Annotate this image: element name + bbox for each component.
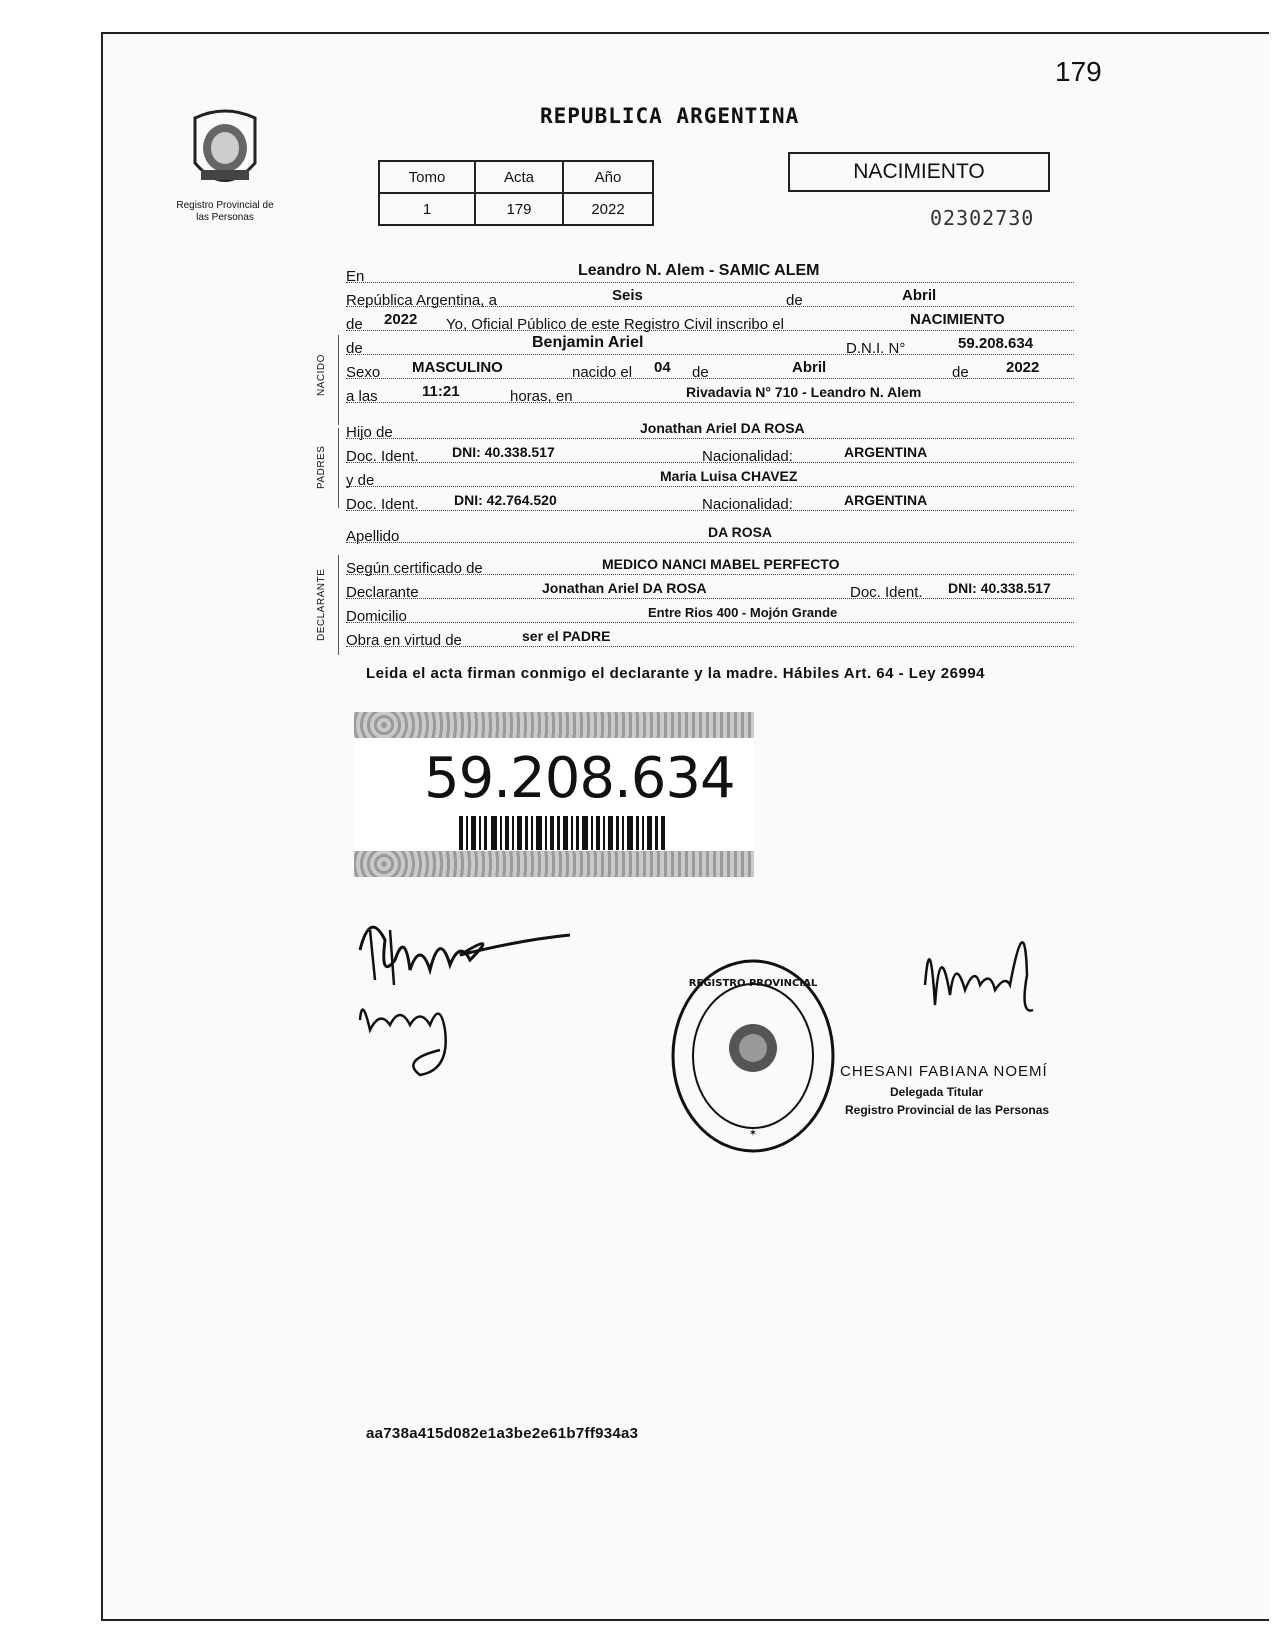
value-declarant: Jonathan Ariel DA ROSA	[542, 580, 707, 596]
row-certificate	[346, 554, 1074, 575]
value-birth-day: 04	[654, 359, 671, 376]
label-dni: D.N.I. N°	[846, 340, 906, 357]
label-y-de: y de	[346, 472, 375, 489]
value-birth-month: Abril	[792, 359, 827, 376]
value-address: Entre Rios 400 - Mojón Grande	[648, 605, 838, 620]
value-year: 2022	[384, 311, 418, 328]
value-father-doc: DNI: 40.338.517	[452, 444, 555, 460]
value-place: Leandro N. Alem - SAMIC ALEM	[578, 262, 820, 279]
label-nacionalidad: Nacionalidad:	[702, 496, 793, 513]
row-mother	[346, 466, 1074, 487]
act-kind-box: NACIMIENTO	[788, 152, 1050, 192]
value-mother-nat: ARGENTINA	[844, 492, 928, 508]
official-org: Registro Provincial de las Personas	[845, 1103, 1050, 1117]
label-doc-ident: Doc. Ident.	[346, 448, 419, 465]
row-address	[346, 602, 1074, 623]
svg-text:✶: ✶	[748, 1128, 758, 1139]
value-birth-place: Rivadavia N° 710 - Leandro N. Alem	[686, 384, 922, 400]
value-certificate: MEDICO NANCI MABEL PERFECTO	[602, 556, 840, 572]
value-father-nat: ARGENTINA	[844, 444, 928, 460]
sticker-band	[354, 851, 754, 877]
label-apellido: Apellido	[346, 528, 400, 545]
value-sex: MASCULINO	[412, 359, 503, 376]
label-sexo: Sexo	[346, 364, 381, 381]
label-obra: Obra en virtud de	[346, 632, 462, 649]
row-mother-doc	[346, 490, 1074, 511]
official-seal	[668, 956, 838, 1156]
barcode-icon	[459, 816, 669, 850]
document-title: REPUBLICA ARGENTINA	[540, 104, 800, 128]
label-horas-en: horas, en	[510, 388, 573, 405]
label-yo: Yo, Oficial Público de este Registro Civil inscribo el	[446, 316, 784, 333]
serial-number: 02302730	[930, 206, 1035, 230]
logo-caption: Registro Provincial de las Personas	[176, 200, 274, 223]
value-capacity: ser el PADRE	[522, 628, 611, 644]
value-birth-year: 2022	[1006, 359, 1040, 376]
value-child-name: Benjamin Ariel	[532, 334, 644, 351]
side-label-declarante: DECLARANTE	[316, 568, 327, 642]
row-declarant	[346, 578, 1074, 599]
declarant-signature	[350, 900, 580, 1100]
label-republica: República Argentina, a	[346, 292, 497, 309]
coat-of-arms-icon	[185, 108, 265, 198]
value-mother-name: Maria Luisa CHAVEZ	[660, 468, 798, 484]
value-father-name: Jonathan Ariel DA ROSA	[640, 420, 805, 436]
row-republica	[346, 286, 1074, 307]
header-ano: Año	[563, 161, 653, 193]
label-de: de	[346, 340, 363, 357]
divider	[338, 555, 339, 655]
label-de: de	[346, 316, 363, 333]
row-capacity	[346, 626, 1074, 647]
label-a-las: a las	[346, 388, 378, 405]
value-act-type: NACIMIENTO	[910, 311, 1005, 328]
side-label-padres: PADRES	[316, 445, 327, 489]
row-year	[346, 310, 1074, 331]
label-hijo-de: Hijo de	[346, 424, 393, 441]
label-nacido-el: nacido el	[572, 364, 633, 381]
closing-note: Leida el acta firman conmigo el declarante y la madre. Hábiles Art. 64 - Ley 26994	[366, 665, 986, 682]
registry-table	[378, 160, 654, 226]
row-surname	[346, 522, 1074, 543]
row-sex	[346, 358, 1074, 379]
label-de: de	[786, 292, 803, 309]
dni-sticker-number: 59.208.634	[424, 746, 735, 811]
side-label-nacido: NACIDO	[316, 354, 327, 396]
header-tomo: Tomo	[379, 161, 475, 193]
official-role: Delegada Titular	[890, 1085, 984, 1099]
header-acta: Acta	[475, 161, 563, 193]
svg-text:REGISTRO PROVINCIAL: REGISTRO PROVINCIAL	[688, 978, 818, 989]
row-time	[346, 382, 1074, 403]
label-segun: Según certificado de	[346, 560, 483, 577]
divider	[338, 335, 339, 425]
label-doc-ident: Doc. Ident.	[346, 496, 419, 513]
label-domicilio: Domicilio	[346, 608, 407, 625]
value-day: Seis	[612, 287, 643, 304]
value-surname: DA ROSA	[708, 524, 773, 540]
document-hash: aa738a415d082e1a3be2e61b7ff934a3	[366, 1425, 639, 1442]
label-doc-ident: Doc. Ident.	[850, 584, 923, 601]
label-de: de	[692, 364, 709, 381]
label-en: En	[346, 268, 365, 285]
value-mother-doc: DNI: 42.764.520	[454, 492, 557, 508]
sticker-band	[354, 712, 754, 738]
page-number: 179	[1055, 56, 1102, 87]
value-child-dni: 59.208.634	[958, 335, 1034, 352]
value-time: 11:21	[422, 383, 460, 400]
dni-sticker	[354, 712, 754, 877]
row-father-doc	[346, 442, 1074, 463]
row-father	[346, 418, 1074, 439]
value-tomo: 1	[379, 193, 475, 225]
registry-logo	[170, 108, 280, 224]
value-month: Abril	[902, 287, 937, 304]
label-nacionalidad: Nacionalidad:	[702, 448, 793, 465]
label-de: de	[952, 364, 969, 381]
label-declarante: Declarante	[346, 584, 419, 601]
row-child	[346, 334, 1074, 355]
divider	[338, 428, 339, 508]
official-signature	[915, 915, 1045, 1065]
row-en	[346, 262, 1074, 283]
value-acta: 179	[475, 193, 563, 225]
official-name: CHESANI FABIANA NOEMÍ	[840, 1063, 1048, 1080]
value-declarant-doc: DNI: 40.338.517	[948, 580, 1051, 596]
value-ano: 2022	[563, 193, 653, 225]
